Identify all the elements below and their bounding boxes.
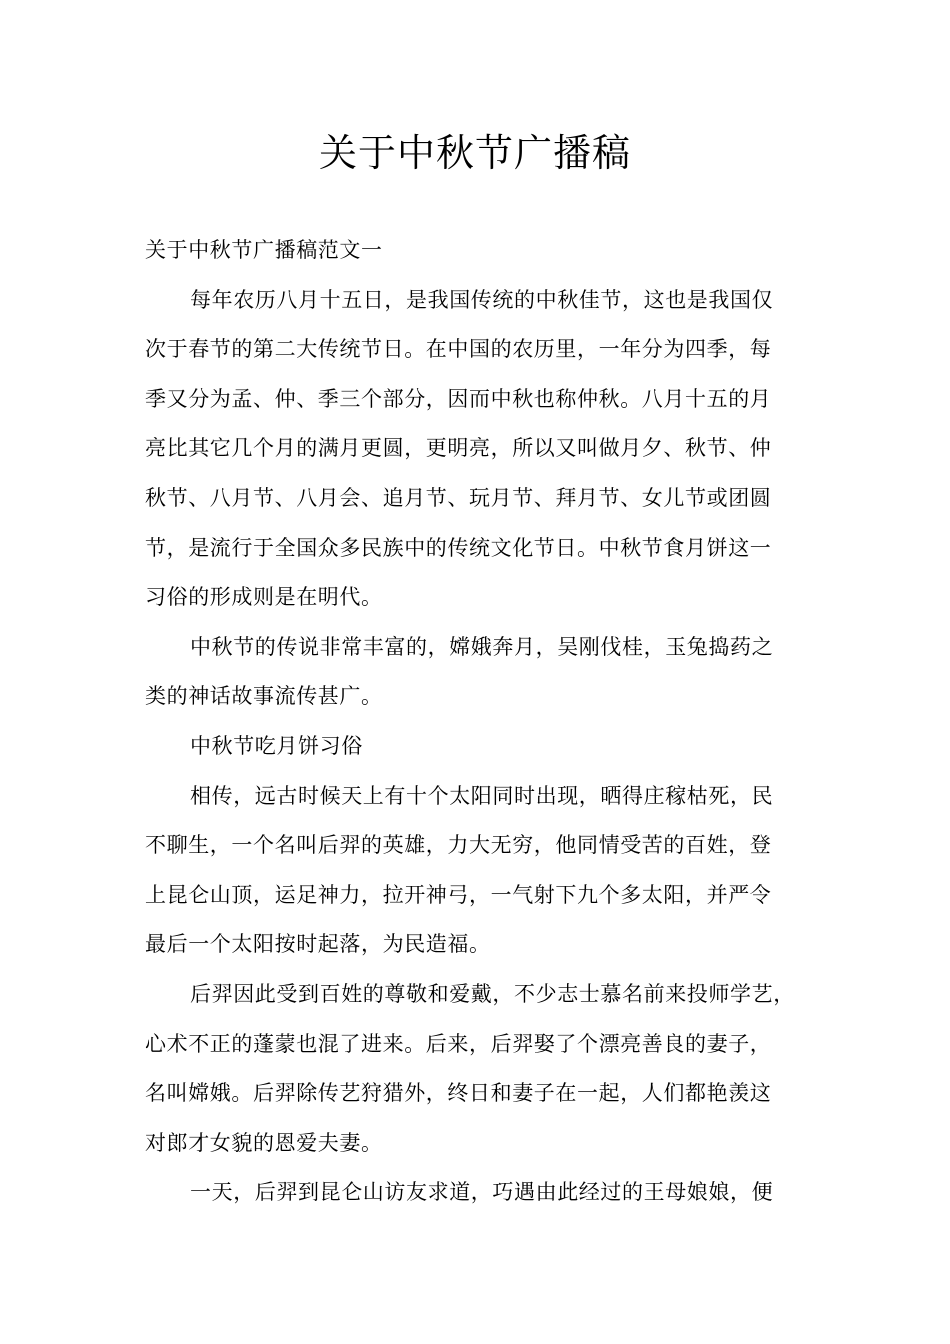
text-line: 秋节、八月节、八月会、追月节、玩月节、拜月节、女儿节或团圆 [145,485,772,510]
text-line: 节，是流行于全国众多民族中的传统文化节日。中秋节食月饼这一 [145,535,772,560]
text-line: 关于中秋节广播稿范文一 [145,238,383,262]
text-line: 名叫嫦娥。后羿除传艺狩猎外，终日和妻子在一起，人们都艳羡这 [145,1081,772,1106]
text-line: 一天，后羿到昆仑山访友求道，巧遇由此经过的王母娘娘，便 [190,1180,774,1205]
text-line: 心术不正的蓬蒙也混了进来。后来，后羿娶了个漂亮善良的妻子， [145,1031,772,1056]
text-line: 不聊生，一个名叫后羿的英雄，力大无穷，他同情受苦的百姓，登 [145,833,772,858]
text-line: 习俗的形成则是在明代。 [145,585,383,610]
text-line: 中秋节的传说非常丰富的，嫦娥奔月，吴刚伐桂，玉兔捣药之 [190,634,774,659]
text-line: 季又分为孟、仲、季三个部分，因而中秋也称仲秋。八月十五的月 [145,386,772,411]
text-line: 中秋节吃月饼习俗 [190,733,363,758]
document-body [145,226,817,1218]
text-line: 上昆仑山顶，运足神力，拉开神弓，一气射下九个多太阳，并严令 [145,882,772,907]
text-line: 每年农历八月十五日，是我国传统的中秋佳节，这也是我国仅 [190,287,774,312]
text-line: 对郎才女貌的恩爱夫妻。 [145,1130,383,1155]
document-title: 关于中秋节广播稿 [318,131,631,175]
text-line: 后羿因此受到百姓的尊敬和爱戴，不少志士慕名前来投师学艺， [190,981,795,1006]
text-line: 次于春节的第二大传统节日。在中国的农历里，一年分为四季，每 [145,337,772,362]
text-line: 亮比其它几个月的满月更圆，更明亮，所以又叫做月夕、秋节、仲 [145,436,772,461]
text-line: 相传，远古时候天上有十个太阳同时出现，晒得庄稼枯死，民 [190,783,774,808]
text-line: 最后一个太阳按时起落，为民造福。 [145,932,491,957]
text-line: 类的神话故事流传甚广。 [145,684,383,709]
